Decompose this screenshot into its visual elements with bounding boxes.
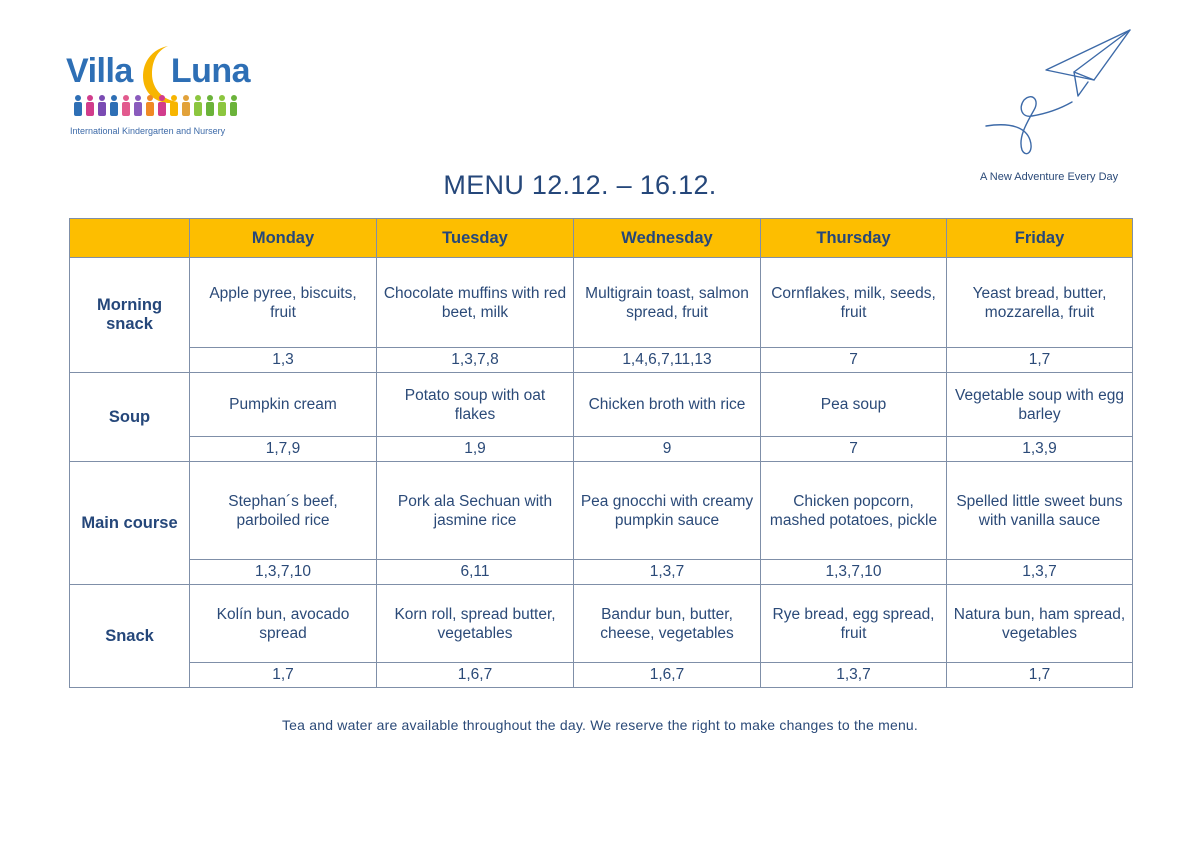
- day-header: Thursday: [761, 219, 947, 258]
- allergen-cell: 1,7: [947, 663, 1133, 688]
- day-header: Monday: [190, 219, 377, 258]
- footer-note: Tea and water are available throughout the day. We reserve the right to make changes to the menu.: [281, 717, 919, 733]
- allergen-cell: 1,3,7: [947, 560, 1133, 585]
- dish-cell: Yeast bread, butter, mozzarella, fruit: [947, 258, 1133, 348]
- brand-logo: [66, 44, 266, 144]
- dish-cell: Kolín bun, avocado spread: [190, 585, 377, 663]
- table-row: [70, 585, 1133, 663]
- dish-cell: Korn roll, spread butter, vegetables: [377, 585, 574, 663]
- allergen-cell: 1,3,7: [761, 663, 947, 688]
- allergen-cell: 1,4,6,7,11,13: [574, 348, 761, 373]
- table-header-row: [70, 219, 1133, 258]
- allergen-cell: 1,7: [947, 348, 1133, 373]
- corner-cell: [70, 219, 190, 258]
- page-title: MENU 12.12. – 16.12.: [443, 170, 717, 200]
- menu-table: [69, 218, 1133, 688]
- allergen-cell: 9: [574, 437, 761, 462]
- dish-cell: Chicken broth with rice: [574, 373, 761, 437]
- dish-cell: Pumpkin cream: [190, 373, 377, 437]
- dish-cell: Bandur bun, butter, cheese, vegetables: [574, 585, 761, 663]
- dish-cell: Pork ala Sechuan with jasmine rice: [377, 462, 574, 560]
- day-header: Wednesday: [574, 219, 761, 258]
- brand-name: [66, 52, 250, 91]
- meal-label: Morning snack: [70, 258, 190, 373]
- dish-cell: Multigrain toast, salmon spread, fruit: [574, 258, 761, 348]
- allergen-row: [70, 437, 1133, 462]
- dish-cell: Cornflakes, milk, seeds, fruit: [761, 258, 947, 348]
- brand-name-first: Villa: [66, 52, 133, 90]
- paper-plane-icon: [978, 26, 1138, 166]
- allergen-cell: 1,6,7: [574, 663, 761, 688]
- dish-cell: Pea gnocchi with creamy pumpkin sauce: [574, 462, 761, 560]
- dish-cell: Apple pyree, biscuits, fruit: [190, 258, 377, 348]
- allergen-cell: 6,11: [377, 560, 574, 585]
- meal-label: Soup: [70, 373, 190, 462]
- table-row: [70, 258, 1133, 348]
- allergen-row: [70, 348, 1133, 373]
- dish-cell: Chicken popcorn, mashed potatoes, pickle: [761, 462, 947, 560]
- meal-label: Main course: [70, 462, 190, 585]
- allergen-cell: 7: [761, 437, 947, 462]
- slogan: A New Adventure Every Day: [980, 171, 1119, 183]
- table-row: [70, 373, 1133, 437]
- dish-cell: Pea soup: [761, 373, 947, 437]
- allergen-cell: 1,3,9: [947, 437, 1133, 462]
- brand-tagline: International Kindergarten and Nursery: [70, 126, 226, 136]
- day-header: Friday: [947, 219, 1133, 258]
- allergen-cell: 7: [761, 348, 947, 373]
- dish-cell: Potato soup with oat flakes: [377, 373, 574, 437]
- allergen-cell: 1,6,7: [377, 663, 574, 688]
- allergen-cell: 1,3,7: [574, 560, 761, 585]
- children-figures-icon: [72, 94, 238, 118]
- allergen-cell: 1,7: [190, 663, 377, 688]
- dish-cell: Natura bun, ham spread, vegetables: [947, 585, 1133, 663]
- allergen-cell: 1,3: [190, 348, 377, 373]
- allergen-cell: 1,3,7,10: [761, 560, 947, 585]
- dish-cell: Chocolate muffins with red beet, milk: [377, 258, 574, 348]
- allergen-cell: 1,9: [377, 437, 574, 462]
- allergen-cell: 1,7,9: [190, 437, 377, 462]
- table-row: [70, 462, 1133, 560]
- allergen-row: [70, 663, 1133, 688]
- day-header: Tuesday: [377, 219, 574, 258]
- allergen-cell: 1,3,7,10: [190, 560, 377, 585]
- allergen-cell: 1,3,7,8: [377, 348, 574, 373]
- dish-cell: Vegetable soup with egg barley: [947, 373, 1133, 437]
- brand-name-second: Luna: [170, 52, 251, 90]
- dish-cell: Stephan´s beef, parboiled rice: [190, 462, 377, 560]
- meal-label: Snack: [70, 585, 190, 688]
- dish-cell: Spelled little sweet buns with vanilla sauce: [947, 462, 1133, 560]
- dish-cell: Rye bread, egg spread, fruit: [761, 585, 947, 663]
- allergen-row: [70, 560, 1133, 585]
